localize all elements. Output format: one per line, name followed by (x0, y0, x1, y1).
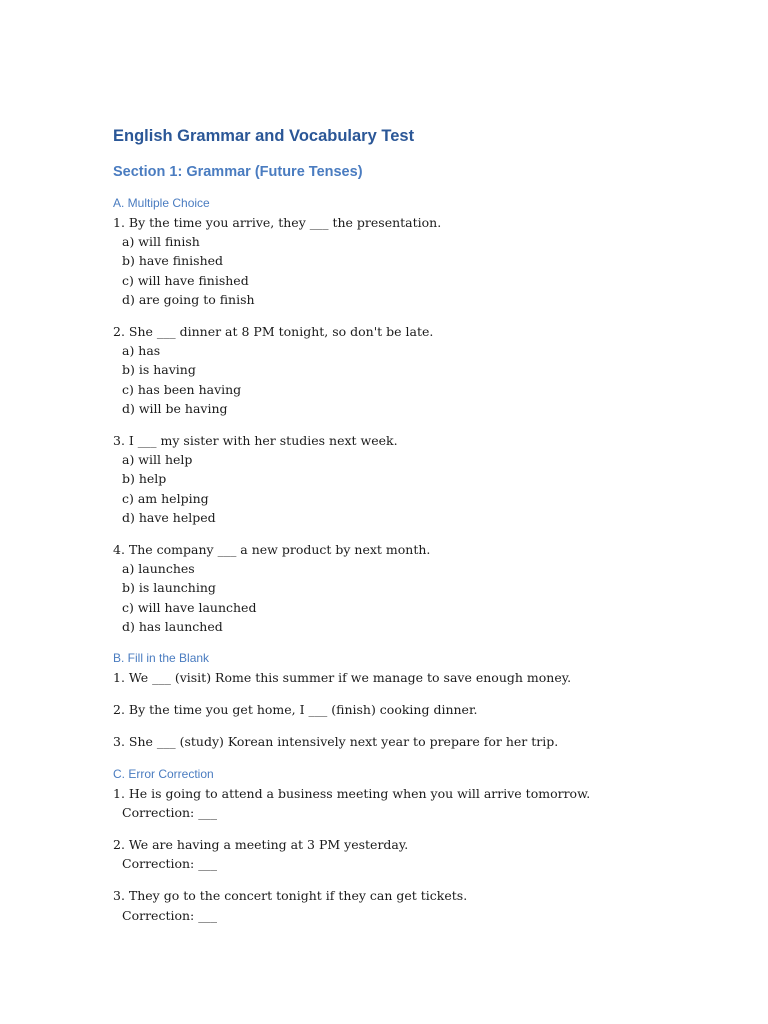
fill-blank-heading: B. Fill in the Blank (113, 651, 210, 666)
mc-question (113, 213, 713, 309)
option: b) is having (122, 362, 196, 378)
option: c) will have finished (122, 272, 249, 288)
option: d) has launched (122, 618, 223, 634)
error-correction-question (113, 835, 713, 873)
mc-question (113, 322, 713, 418)
option: a) will help (122, 452, 193, 468)
question-text: 2. She ___ dinner at 8 PM tonight, so don't be late. (113, 324, 434, 340)
correction-line: Correction: ___ (122, 804, 217, 820)
option: c) will have launched (122, 599, 257, 615)
question-text: 3. They go to the concert tonight if they can get tickets. (113, 888, 468, 904)
question-text: 2. We are having a meeting at 3 PM yesterday. (113, 837, 409, 853)
mc-question (113, 431, 713, 527)
option: d) have helped (122, 509, 216, 525)
question-text: 1. By the time you arrive, they ___ the presentation. (113, 215, 442, 230)
mc-question (113, 540, 713, 636)
option: a) has (122, 343, 161, 359)
question-text: 1. He is going to attend a business meeting when you will arrive tomorrow. (113, 785, 591, 801)
option: d) are going to finish (122, 291, 255, 307)
error-correction-question (113, 784, 713, 822)
section-title: Section 1: Grammar (Future Tenses) (113, 164, 363, 180)
option: a) launches (122, 561, 195, 577)
question-text: 4. The company ___ a new product by next month. (113, 542, 431, 558)
option: b) have finished (122, 253, 224, 269)
document-page (113, 124, 713, 925)
option: d) will be having (122, 400, 228, 416)
option: c) has been having (122, 381, 242, 397)
fill-blank-question: 2. By the time you get home, I ___ (finish) cooking dinner. (113, 702, 478, 718)
multiple-choice-heading: A. Multiple Choice (113, 196, 210, 210)
correction-line: Correction: ___ (122, 907, 217, 923)
option: c) am helping (122, 490, 209, 506)
correction-line: Correction: ___ (122, 856, 217, 872)
option: b) help (122, 471, 167, 487)
document-title: English Grammar and Vocabulary Test (113, 127, 415, 145)
fill-blank-question: 3. She ___ (study) Korean intensively next year to prepare for her trip. (113, 734, 559, 750)
option: a) will finish (122, 234, 200, 250)
error-correction-heading: C. Error Correction (113, 766, 214, 781)
option: b) is launching (122, 580, 216, 596)
fill-blank-question: 1. We ___ (visit) Rome this summer if we manage to save enough money. (113, 670, 572, 686)
question-text: 3. I ___ my sister with her studies next week. (113, 433, 398, 449)
error-correction-question (113, 886, 713, 924)
